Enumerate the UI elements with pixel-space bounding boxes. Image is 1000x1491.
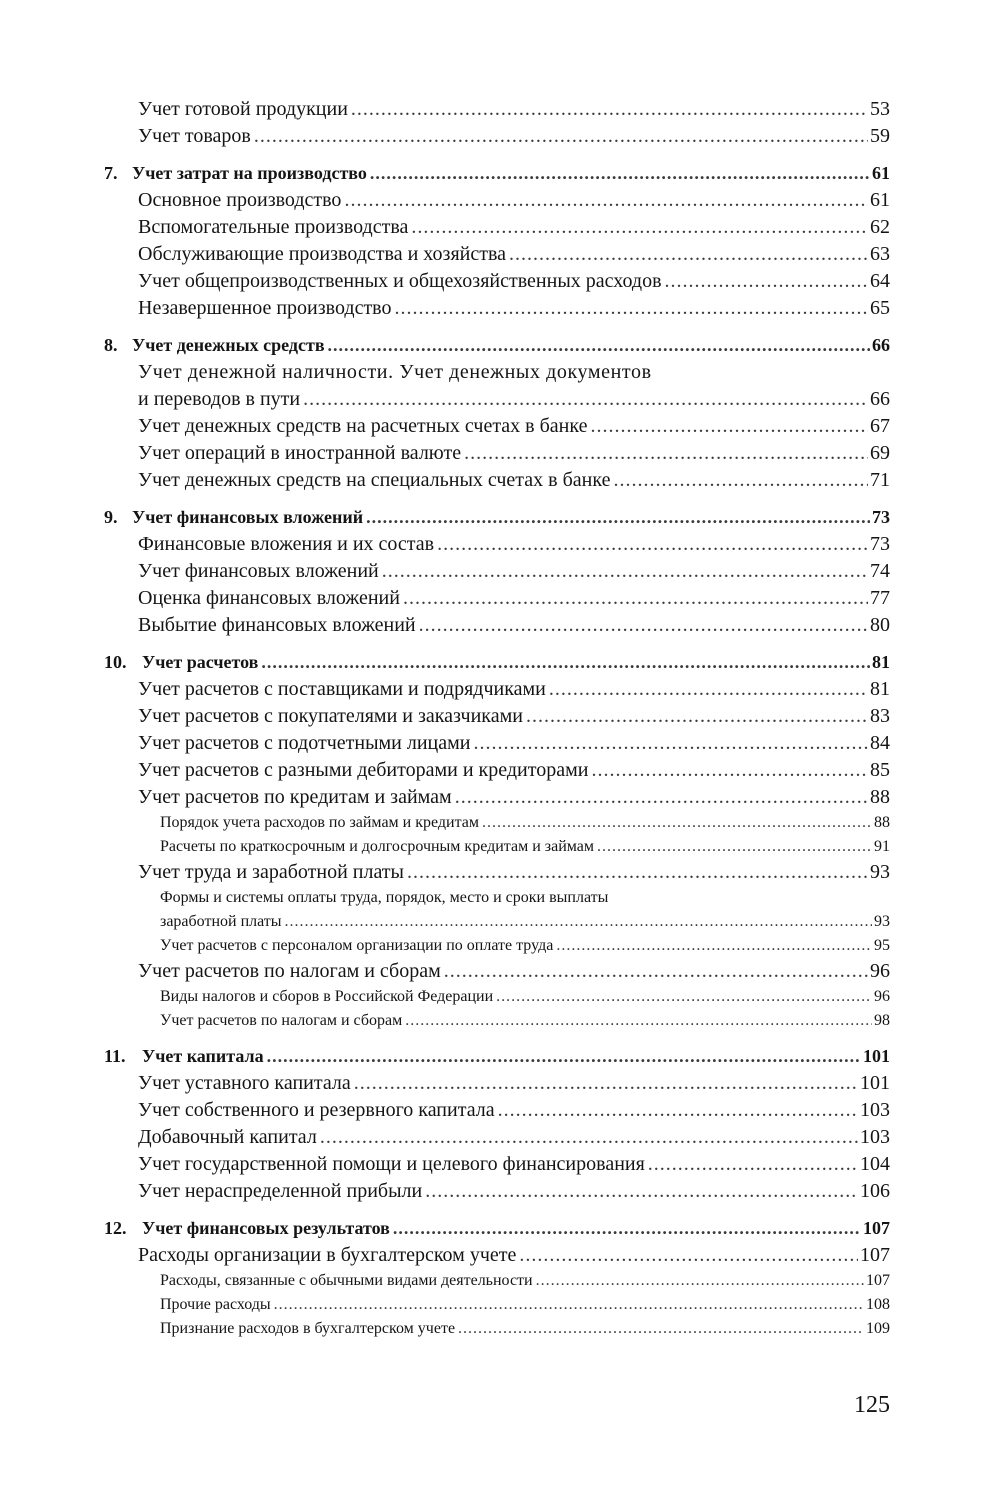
entry-title: Признание расходов в бухгалтерском учете [160,1320,456,1337]
chapter-entry [104,332,890,359]
entry-page-number: 65 [870,297,890,319]
chapter-number: 12. [104,1218,127,1238]
dot-leader [395,295,869,322]
entry-page-number: 101 [860,1072,890,1094]
chapter-entry [104,1043,890,1070]
entry-page-number: 64 [870,270,890,292]
subsection-entry [104,1009,890,1033]
entry-title: и переводов в пути [138,388,301,410]
entry-title: Учет финансовых результатов [142,1218,390,1238]
entry-title: Учет финансовых вложений [138,560,379,582]
dot-leader [303,386,868,413]
entry-title: Обслуживающие производства и хозяйства [138,243,507,265]
entry-page-number: 96 [870,960,890,982]
entry-page-number: 106 [860,1180,890,1202]
section-entry [104,757,890,784]
subsection-entry [104,811,890,835]
entry-page-number: 88 [874,814,890,831]
dot-leader [344,187,868,214]
dot-leader [425,1178,858,1205]
entry-page-number: 101 [863,1046,890,1066]
entry-page-number: 67 [870,415,890,437]
section-entry [104,295,890,322]
section-entry [104,1097,890,1124]
dot-leader [496,985,872,1009]
entry-title: Незавершенное производство [138,297,392,319]
entry-page-number: 53 [870,98,890,120]
entry-title: Добавочный капитал [138,1126,317,1148]
section-entry [104,730,890,757]
dot-leader [366,504,870,531]
section-entry [104,123,890,150]
chapter-number: 10. [104,652,127,672]
dot-leader [393,1215,861,1242]
dot-leader [648,1151,858,1178]
section-entry-title-line [104,359,890,386]
dot-leader [482,811,872,835]
dot-leader [509,241,868,268]
entry-title: Учет расчетов с поставщиками и подрядчиками [138,678,546,700]
entry-page-number: 103 [860,1099,890,1121]
dot-leader [444,958,868,985]
entry-title: Расходы организации в бухгалтерском учете [138,1244,517,1266]
section-entry [104,1124,890,1151]
section-entry [104,958,890,985]
entry-title: Учет готовой продукции [138,98,348,120]
chapter-number: 11. [104,1046,126,1066]
entry-page-number: 91 [874,838,890,855]
entry-page-number: 59 [870,125,890,147]
dot-leader [455,784,868,811]
dot-leader [519,1242,858,1269]
chapter-number: 7. [104,163,118,183]
dot-leader [458,1317,864,1341]
section-entry [104,241,890,268]
subsection-entry [104,1317,890,1341]
entry-title: заработной платы [160,913,282,930]
section-entry [104,268,890,295]
section-entry [104,784,890,811]
dot-leader [474,730,869,757]
entry-title: Учет уставного капитала [138,1072,351,1094]
entry-page-number: 80 [870,614,890,636]
chapter-entry [104,649,890,676]
entry-title: Учет труда и заработной платы [138,861,404,883]
entry-page-number: 77 [870,587,890,609]
section-entry [104,531,890,558]
entry-title: Учет собственного и резервного капитала [138,1099,495,1121]
entry-page-number: 81 [872,652,890,672]
section-entry [104,96,890,123]
entry-title: Учет расчетов по кредитам и займам [138,786,452,808]
chapter-number: 8. [104,335,118,355]
subsection-entry [104,934,890,958]
dot-leader [254,123,868,150]
entry-title: Учет расчетов с персоналом организации по оплате труда [160,937,554,954]
entry-page-number: 96 [874,988,890,1005]
entry-page-number: 88 [870,786,890,808]
dot-leader [382,558,868,585]
section-entry [104,612,890,639]
dot-leader [407,859,868,886]
dot-leader [274,1293,864,1317]
entry-page-number: 109 [866,1320,890,1337]
section-entry [104,1070,890,1097]
dot-leader [351,96,868,123]
entry-title: Основное производство [138,189,342,211]
chapter-entry [104,504,890,531]
entry-page-number: 107 [860,1244,890,1266]
section-entry [104,1242,890,1269]
dot-leader [405,1009,872,1033]
entry-page-number: 62 [870,216,890,238]
section-entry [104,859,890,886]
entry-page-number: 107 [863,1218,890,1238]
entry-title: Финансовые вложения и их состав [138,533,435,555]
entry-title: Оценка финансовых вложений [138,587,400,609]
dot-leader [665,268,868,295]
entry-page-number: 66 [872,335,890,355]
entry-page-number: 73 [870,533,890,555]
dot-leader [267,1043,861,1070]
dot-leader [411,214,868,241]
entry-title: Учет расчетов [142,652,259,672]
dot-leader [320,1124,858,1151]
entry-title: Учет государственной помощи и целевого финансирования [138,1153,645,1175]
entry-page-number: 103 [860,1126,890,1148]
subsection-entry [104,835,890,859]
subsection-entry [104,1293,890,1317]
entry-title: Учет нераспределенной прибыли [138,1180,423,1202]
entry-page-number: 81 [870,678,890,700]
dot-leader [261,649,870,676]
dot-leader [526,703,868,730]
entry-page-number: 95 [874,937,890,954]
dot-leader [549,676,868,703]
entry-title: Расходы, связанные с обычными видами деятельности [160,1272,533,1289]
section-entry [104,187,890,214]
page-number: 125 [854,1392,890,1418]
entry-title: Учет денежных средств на расчетных счетах в банке [138,415,588,437]
dot-leader [285,910,872,934]
table-of-contents [104,96,890,1341]
entry-title: Учет расчетов с разными дебиторами и кредиторами [138,759,589,781]
entry-page-number: 93 [870,861,890,883]
dot-leader [403,585,868,612]
entry-title: Учет денежной наличности. Учет денежных документов [138,361,652,383]
dot-leader [370,160,870,187]
subsection-entry-title-line [104,886,890,910]
entry-title: Учет товаров [138,125,251,147]
entry-page-number: 63 [870,243,890,265]
dot-leader [354,1070,858,1097]
section-entry [104,214,890,241]
section-entry [104,386,890,413]
section-entry [104,440,890,467]
dot-leader [613,467,868,494]
subsection-entry [104,1269,890,1293]
entry-page-number: 83 [870,705,890,727]
entry-title: Учет общепроизводственных и общехозяйственных расходов [138,270,662,292]
entry-page-number: 85 [870,759,890,781]
dot-leader [597,835,872,859]
entry-title: Прочие расходы [160,1296,271,1313]
dot-leader [419,612,868,639]
entry-title: Вспомогательные производства [138,216,409,238]
entry-title: Выбытие финансовых вложений [138,614,416,636]
entry-page-number: 74 [870,560,890,582]
chapter-entry [104,1215,890,1242]
entry-page-number: 98 [874,1012,890,1029]
entry-title: Расчеты по краткосрочным и долгосрочным кредитам и займам [160,838,594,855]
section-entry [104,413,890,440]
subsection-entry [104,985,890,1009]
entry-title: Учет расчетов по налогам и сборам [138,960,441,982]
section-entry [104,585,890,612]
section-entry [104,1178,890,1205]
entry-title: Учет финансовых вложений [132,507,364,527]
entry-page-number: 66 [870,388,890,410]
section-entry [104,703,890,730]
dot-leader [556,934,872,958]
dot-leader [464,440,868,467]
entry-title: Формы и системы оплаты труда, порядок, место и сроки выплаты [160,889,609,906]
entry-page-number: 71 [870,469,890,491]
entry-page-number: 104 [860,1153,890,1175]
entry-page-number: 108 [866,1296,890,1313]
entry-title: Учет операций в иностранной валюте [138,442,462,464]
dot-leader [536,1269,864,1293]
entry-title: Виды налогов и сборов в Российской Федерации [160,988,494,1005]
dot-leader [328,332,870,359]
entry-title: Учет денежных средств [132,335,325,355]
entry-page-number: 84 [870,732,890,754]
entry-page-number: 93 [874,913,890,930]
entry-title: Порядок учета расходов по займам и кредитам [160,814,480,831]
entry-page-number: 61 [870,189,890,211]
dot-leader [591,757,868,784]
dot-leader [437,531,868,558]
section-entry [104,1151,890,1178]
entry-page-number: 107 [866,1272,890,1289]
entry-title: Учет расчетов по налогам и сборам [160,1012,403,1029]
entry-title: Учет расчетов с подотчетными лицами [138,732,471,754]
entry-title: Учет капитала [142,1046,264,1066]
entry-page-number: 61 [872,163,890,183]
section-entry [104,467,890,494]
dot-leader [498,1097,858,1124]
subsection-entry [104,910,890,934]
entry-page-number: 73 [872,507,890,527]
dot-leader [590,413,868,440]
section-entry [104,558,890,585]
chapter-number: 9. [104,507,118,527]
entry-page-number: 69 [870,442,890,464]
entry-title: Учет расчетов с покупателями и заказчиками [138,705,523,727]
section-entry [104,676,890,703]
entry-title: Учет затрат на производство [132,163,367,183]
entry-title: Учет денежных средств на специальных счетах в банке [138,469,611,491]
chapter-entry [104,160,890,187]
